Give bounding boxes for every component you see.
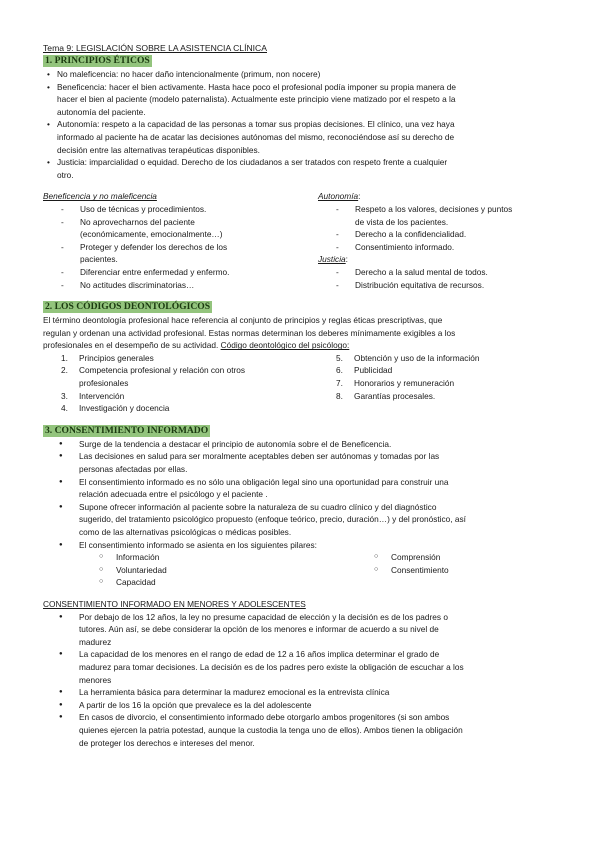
list-item-line: - Distribución equitativa de recursos. [355,279,485,290]
list-item-line: - Derecho a la confidencialidad. [355,229,467,240]
beneficence-list [43,203,318,291]
list-item-line: - Respeto a los valores, decisiones y puntos [355,203,513,214]
list-item-line: tutores. Aún así, se debe considerar la opción de los menores e informar de acuerdo a su nivel de [79,624,439,635]
section-heading-consentimiento: 3. CONSENTIMIENTO INFORMADO [45,424,209,436]
list-item-line: • Autonomía: respeto a la capacidad de las personas a tomar sus propias decisiones. El clínico, una vez haya [57,119,455,130]
list-item-line: ● Supone ofrecer información al paciente sobre la naturaleza de su cuadro clínico y del diagnóstico [79,501,437,512]
code-list-item [43,390,318,403]
list-item-line: Principios generales [79,352,154,363]
list-item-line: • No maleficencia: no hacer daño intencionalmente (primum, non nocere) [57,69,321,79]
list-item-line: Publicidad [354,365,393,376]
consent-item [43,476,558,501]
list-item-line: profesionales [79,378,129,389]
item-number: 7. [336,378,343,389]
code-list-item [43,364,318,389]
code-list-item [318,390,558,403]
list-item-line: relación adecuada entre el psicólogo y el paciente . [79,489,268,500]
beneficence-item [43,266,318,279]
consent-item [43,450,558,475]
autonomy-item [318,228,558,241]
item-number: 4. [61,403,68,414]
minors-item [43,648,558,686]
list-item-line: autonomía del paciente. [57,106,146,117]
code-list-right [318,352,558,402]
deontology-paragraph [43,314,558,352]
pillar-item: ○ Capacidad [99,576,374,589]
pillar-item: ○ Consentimiento [374,564,554,577]
list-item-line: - Diferenciar entre enfermedad y enfermo. [80,266,230,277]
minors-item [43,611,558,649]
topic-title: Tema 9: LEGISLACIÓN SOBRE LA ASISTENCIA CLÍNICA [43,43,267,53]
beneficence-column [43,190,318,291]
list-item-line: ● En casos de divorcio, el consentimiento informado debe otorgarlo ambos progenitores (si son ambos [79,712,450,723]
list-item-line: de proteger los derechos e intereses del menor. [79,737,255,748]
list-item-line: quienes ejercen la patria potestad, aunque la custodia la tenga uno de ellos). Ambos tienen la obligación [79,724,463,735]
item-number: 1. [61,352,68,363]
code-list-item [318,364,558,377]
justice-item [318,266,558,279]
consent-item [43,438,558,451]
list-item-line: Intervención [79,390,125,401]
list-item-line: madurez [79,636,112,647]
paragraph-line: profesionales en el desempeño de su actividad. Código deontológico del psicólogo: [43,340,350,351]
justice-item [318,279,558,292]
code-label: Código deontológico del psicólogo: [220,340,350,351]
pillar-item: ○ Información [99,551,374,564]
beneficence-item [43,216,318,241]
code-list-item [318,352,558,365]
list-item-line: ● Las decisiones en salud para ser moralmente aceptables deben ser autónomas y tomadas por las [79,451,440,462]
list-item-line: ● El consentimiento informado se asienta en los siguientes pilares: [79,539,317,550]
autonomy-item [318,203,558,228]
list-item-line: ● El consentimiento informado es no sólo una obligación legal sino una oportunidad para construir una [79,476,449,487]
list-item-line: - Proteger y defender los derechos de los [80,241,228,252]
list-item-line: ● Por debajo de los 12 años, la ley no presume capacidad de elección y la decisión es de los padres o [79,611,448,622]
pillar-item: ○ Comprensión [374,551,554,564]
minors-item [43,686,558,699]
principles-columns [43,190,558,291]
list-item-line: hacer el bien al paciente (modelo paternalista). Actualmente este principio viene matizado por el respeto a la [57,94,456,105]
list-item-line: ● La herramienta básica para determinar la madurez emocional es la entrevista clínica [79,687,390,698]
list-item-line: Obtención y uso de la información [354,352,480,363]
list-item-line: - Consentimiento informado. [355,241,455,252]
autonomy-item [318,241,558,254]
minors-list [43,611,558,750]
list-item-line: - No aprovecharnos del paciente [80,216,195,227]
justice-heading: Justicia [318,254,346,265]
justice-list [318,266,558,291]
pillars-columns [43,551,558,589]
consent-item [43,539,558,552]
minors-item [43,711,558,749]
list-item-line: - No actitudes discriminatorias… [80,279,195,290]
minors-item [43,699,558,712]
list-item-line: decisión entre las alternativas terapéuticas disponibles. [57,144,260,155]
list-item-line: pacientes. [80,254,118,265]
list-item-line: Garantías procesales. [354,390,436,401]
list-item-line: Investigación y docencia [79,403,170,414]
list-item-line: ● La capacidad de los menores en el rango de edad de 12 a 16 años implica determinar el grado de [79,649,440,660]
list-item-line: personas afectadas por ellas. [79,464,188,475]
list-item-line: - Derecho a la salud mental de todos. [355,266,488,277]
list-item-line: • Beneficencia: hacer el bien activamente. Hasta hace poco el profesional podía imponer su propia manera de [57,81,456,92]
list-item-line: como de las alternativas psicológicas o médicas posibles. [79,527,292,537]
list-item-line: madurez para tomar decisiones. La decisión es de los padres pero existe la obligación de escuchar a los [79,661,464,672]
document-page [43,43,558,749]
principle-item [43,156,558,181]
code-list-item [318,377,558,390]
list-item-line: informado al paciente ha de acatar las decisiones autónomas del mismo, reconociéndose así su derecho de [57,131,455,142]
autonomy-list [318,203,558,253]
paragraph-line: El término deontología profesional hace referencia al conjunto de principios y reglas éticas prescriptivas, que [43,315,443,326]
consent-item [43,501,558,539]
list-item-line: ● Surge de la tendencia a destacar el principio de autonomía sobre el de Beneficencia. [79,438,392,449]
pillars-right [374,551,554,576]
pillars-left [99,551,374,589]
beneficence-heading: Beneficencia y no maleficencia [43,191,157,202]
list-item-line: de vista de los pacientes. [355,216,449,227]
principle-item [43,118,558,156]
list-item-line: - Uso de técnicas y procedimientos. [80,203,207,214]
principles-list [43,68,558,181]
pillar-item: ○ Voluntariedad [99,564,374,577]
item-number: 5. [336,352,343,363]
item-number: 8. [336,390,343,401]
beneficence-item [43,241,318,266]
item-number: 6. [336,365,343,376]
list-item-line: • Justicia: imparcialidad o equidad. Derecho de los ciudadanos a ser tratados con respeto frente a cualquier [57,157,448,168]
list-item-line: (económicamente, emocionalmente…) [80,229,223,240]
section-heading-principios: 1. PRINCIPIOS ÉTICOS [45,55,150,66]
list-item-line: menores [79,674,112,685]
paragraph-line: regulan y ordenan una actividad profesional. Estas normas determinan los deberes mínimamente exigibles a los [43,327,456,338]
consent-list [43,438,558,551]
beneficence-item [43,203,318,216]
code-list-left [43,352,318,415]
list-item-line: sugerido, del tratamiento psicológico propuesto (enfoque teórico, precio, duración…) y del pronóstico, así [79,514,466,525]
list-item-line: ● A partir de los 16 la opción que prevalece es la del adolescente [79,699,312,710]
list-item-line: Honorarios y remuneración [354,378,455,389]
section-heading-codigos: 2. LOS CÓDIGOS DEONTOLÓGICOS [45,301,211,313]
list-item-line: Competencia profesional y relación con otros [79,365,246,376]
autonomy-column: Autonomía: - Respeto a los valores, decisiones y puntos de vista de los pacientes. - Derecho a la confidencialidad. - Consentimiento informado. Justicia: - Derecho a la salud mental de todos. - Distribución equitativa de recursos. [318,190,558,291]
item-number: 3. [61,390,68,401]
beneficence-item [43,279,318,292]
list-item-line: otro. [57,169,74,180]
item-number: 2. [61,365,68,376]
code-list-item [43,402,318,415]
autonomy-heading: Autonomía [318,191,359,202]
minors-heading: CONSENTIMIENTO INFORMADO EN MENORES Y ADOLESCENTES [43,598,306,609]
code-columns [43,352,558,415]
code-list-item [43,352,318,365]
principle-item [43,81,558,119]
principle-item [43,68,558,81]
